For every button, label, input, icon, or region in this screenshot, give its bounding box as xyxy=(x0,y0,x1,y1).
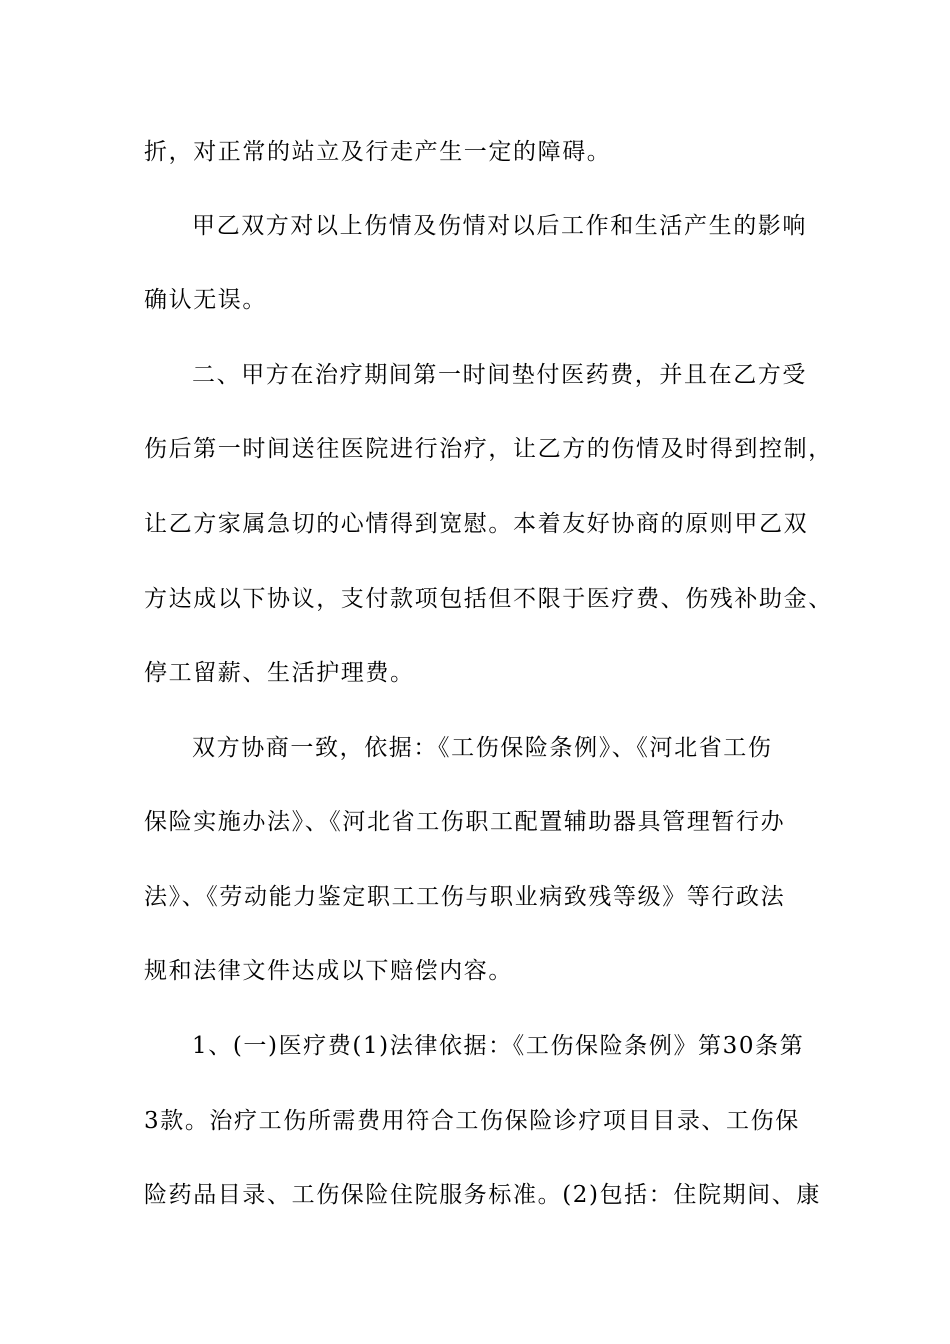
text-line-6: 让乙方家属急切的心情得到宽慰。本着友好协商的原则甲乙双 xyxy=(144,511,809,537)
text-line-14: 3款。治疗工伤所需费用符合工伤保险诊疗项目目录、工伤保 xyxy=(144,1108,800,1134)
text-line-2: 甲乙双方对以上伤情及伤情对以后工作和生活产生的影响 xyxy=(192,213,807,239)
text-line-7: 方达成以下协议，支付款项包括但不限于医疗费、伤残补助金、 xyxy=(144,586,833,612)
text-line-15: 险药品目录、工伤保险住院服务标准。(2)包括：住院期间、康 xyxy=(144,1182,821,1208)
text-line-1: 折，对正常的站立及行走产生一定的障碍。 xyxy=(144,139,612,165)
text-line-8: 停工留薪、生活护理费。 xyxy=(144,660,415,686)
text-line-5: 伤后第一时间送往医院进行治疗，让乙方的伤情及时得到控制， xyxy=(144,436,833,462)
text-line-12: 规和法律文件达成以下赔偿内容。 xyxy=(144,958,513,984)
text-line-10: 保险实施办法》、《河北省工伤职工配置辅助器具管理暂行办 xyxy=(144,809,786,835)
text-line-11: 法》、《劳动能力鉴定职工工伤与职业病致残等级》等行政法 xyxy=(144,884,786,910)
text-line-13: 1、(一)医疗费(1)法律依据：《工伤保险条例》第30条第 xyxy=(192,1033,805,1059)
text-line-4: 二、甲方在治疗期间第一时间垫付医药费，并且在乙方受 xyxy=(192,362,807,388)
text-line-9: 双方协商一致，依据：《工伤保险条例》、《河北省工伤 xyxy=(192,735,773,761)
text-line-3: 确认无误。 xyxy=(144,287,267,313)
